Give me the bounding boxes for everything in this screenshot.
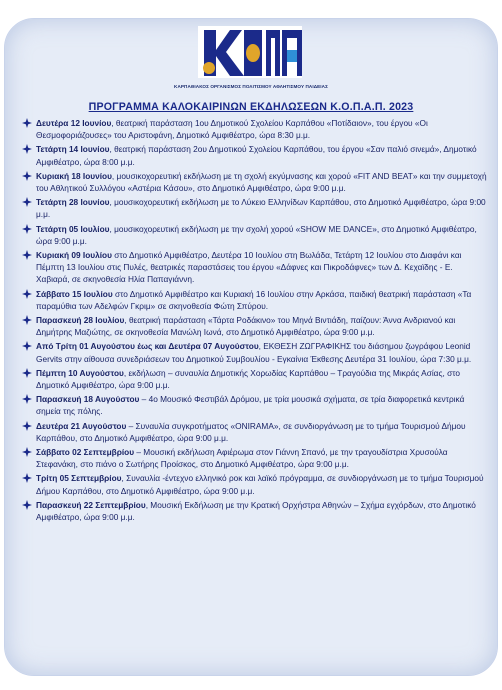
event-date: Πέμπτη 10 Αυγούστου — [36, 367, 124, 378]
diamond-bullet-icon — [22, 224, 32, 234]
event-description: , Συναυλία -έντεχνο ελληνικό ροκ και λαϊκό πρόγραμμα, σε συνδιοργάνωση με το τμήμα Τουρισμού Δήμου Καρπάθου, στο Δημοτικό Αμφιθέατρο, ώρα 9:00 μ.μ. — [36, 473, 484, 496]
event-date: Από Τρίτη 01 Αυγούστου έως και Δευτέρα 07 Αυγούστου — [36, 341, 259, 352]
event-description: , Μουσική Εκδήλωση με την Κρατική Ορχήστρα Αθηνών – Σχήμα εγχόρδων, στο Δημοτικό Αμφιθέατρο, ώρα 9:00 μ.μ. — [36, 499, 476, 523]
event-date: Τετάρτη 28 Ιουνίου — [36, 197, 110, 208]
diamond-bullet-icon — [22, 289, 32, 299]
event-item — [22, 472, 488, 496]
event-description: στο Δημοτικό Αμφιθέατρο και Κυριακή 16 Ιουλίου στην Αρκάσα, παιδική θεατρική παράσταση «Τα παραμύθια των Αδελφών Γκριμ» σε σκηνοθεσία Φώτη Σπύρου. — [36, 288, 472, 311]
diamond-bullet-icon — [22, 197, 32, 207]
event-date: Παρασκευή 18 Αυγούστου — [36, 394, 140, 405]
event-description: , θεατρική παράσταση 1ου Δημοτικού Σχολείου Καρπάθου «Ποτίδαιον», του έργου «Οι Θεσμοφοριάζουσες» του Αριστοφάνη, Δημοτικό Αμφιθέατρο, ώρα 8:30 μ.μ. — [36, 118, 428, 141]
event-item — [22, 196, 488, 220]
diamond-bullet-icon — [22, 341, 32, 351]
event-description: – Μουσική εκδήλωση Αφιέρωμα στον Γιάννη Σπανό, με την τραγουδίστρια Χρυσούλα Στεφανάκη, στο πιάνο ο Σωτήρης Προίσκος, στο Δημοτικό Αμφιθέατρο, ώρα 9:00 μ.μ. — [36, 447, 448, 470]
diamond-bullet-icon — [22, 368, 32, 378]
event-description: , θεατρική παράσταση «Τάρτα Ροδάκινο» του Μηνά Βιντιάδη, παίζουν: Άννα Ανδριανού και Δημήτρης Μαζιώτης, σε σκηνοθεσία Μανώλη Ιωνά, στο Δημοτικό Αμφιθέατρο, ώρα 9:00 μ.μ. — [36, 315, 456, 338]
event-item — [22, 446, 488, 470]
event-date: Σάββατο 15 Ιουλίου — [36, 288, 113, 299]
event-description: , εκδήλωση – συναυλία Δημοτικής Χορωδίας Καρπάθου – Τραγούδια της Μικράς Ασίας, στο Δημοτικό Αμφιθέατρο, ώρα 9:00 μ.μ. — [36, 367, 460, 391]
events-list — [22, 117, 488, 525]
diamond-bullet-icon — [22, 250, 32, 260]
event-date: Τετάρτη 14 Ιουνίου — [36, 144, 110, 155]
diamond-bullet-icon — [22, 421, 32, 431]
logo-caption: ΚΑΡΠΑΘΙΑΚΟΣ ΟΡΓΑΝΙΣΜΟΣ ΠΟΛΙΤΙΣΜΟΥ ΑΘΛΗΤΙΣΜΟΥ ΠΑΙΔΕΙΑΣ — [174, 84, 328, 89]
diamond-bullet-icon — [22, 144, 32, 154]
event-description: , μουσικοχορευτική εκδήλωση με το Λύκειο Ελληνίδων Καρπάθου, στο Δημοτικό Αμφιθέατρο, ώρα 9:00 μ.μ. — [36, 197, 486, 220]
event-item — [22, 420, 488, 444]
diamond-bullet-icon — [22, 315, 32, 325]
diamond-bullet-icon — [22, 473, 32, 483]
event-item — [22, 367, 488, 391]
event-date: Παρασκευή 22 Σεπτεμβρίου — [36, 499, 146, 510]
diamond-bullet-icon — [22, 500, 32, 510]
event-date: Κυριακή 09 Ιουλίου — [36, 250, 112, 261]
event-item — [22, 393, 488, 417]
event-description: , μουσικοχορευτική εκδήλωση με την σχολή χορού «SHOW ME DANCE», στο Δημοτικό Αμφιθέατρο, ώρα 9:00 μ.μ. — [36, 223, 477, 246]
event-date: Δευτέρα 21 Αυγούστου — [36, 420, 127, 431]
event-item — [22, 340, 488, 364]
event-item — [22, 314, 488, 338]
event-item — [22, 223, 488, 247]
event-date: Τετάρτη 05 Ιουλίου — [36, 223, 110, 234]
event-item — [22, 117, 488, 141]
diamond-bullet-icon — [22, 447, 32, 457]
event-item — [22, 288, 488, 312]
event-item — [22, 143, 488, 167]
diamond-bullet-icon — [22, 394, 32, 404]
diamond-bullet-icon — [22, 171, 32, 181]
event-description: – 4ο Μουσικό Φεστιβάλ Δρόμου, με τρία μουσικά σχήματα, σε τρία διαφορετικά κεντρικά σημεία της πόλης. — [36, 394, 465, 417]
event-description: , θεατρική παράσταση 2ου Δημοτικού Σχολείου Καρπάθου, του έργου «Σαν παλιό σινεμά», Δημοτικό Αμφιθέατρο, ώρα 8:00 μ.μ. — [36, 144, 477, 167]
event-item — [22, 249, 488, 286]
event-description: – Συναυλία συγκροτήματος «ONIRAMA», σε συνδιοργάνωση με το τμήμα Τουρισμού Δήμου Καρπάθου, στο Δημοτικό Αμφιθέατρο, ώρα 9:00 μ.μ. — [36, 420, 466, 443]
page-title: ΠΡΟΓΡΑΜΜΑ ΚΑΛΟΚΑΙΡΙΝΩΝ ΕΚΔΗΛΩΣΕΩΝ Κ.Ο.Π.Α.Π. 2023 — [88, 101, 414, 113]
event-item — [22, 170, 488, 194]
event-date: Δευτέρα 12 Ιουνίου — [36, 118, 112, 128]
event-date: Κυριακή 18 Ιουνίου — [36, 170, 112, 181]
event-description: στο Δημοτικό Αμφιθέατρο, Δευτέρα 10 Ιουλίου στη Βωλάδα, Τετάρτη 12 Ιουλίου στο Διαφάνι και Πέμπτη 13 Ιουλίου στις Πυλές, θεατρικές παραστάσεις του έργου «Δάφνες και Πικροδάφνες» των Δ. Κεχαϊδης - Ε. Χαβιαρά, σε σκηνοθεσία Ηλία Παπαγιάννη. — [36, 250, 462, 285]
event-date: Τρίτη 05 Σεπτεμβρίου — [36, 473, 122, 484]
event-description: , ΕΚΘΕΣΗ ΖΩΓΡΑΦΙΚΗΣ του διάσημου ζωγράφου Leonid Gervits στην αίθουσα συνεδριάσεων του Δημοτικού Συμβουλίου - Εγκαίνια Έκθεσης Δευτέρα 31 Ιουλίου, ώρα 7:30 μ.μ. — [36, 341, 472, 364]
event-item — [22, 499, 488, 523]
kopap-logo — [196, 20, 304, 84]
diamond-bullet-icon — [22, 118, 32, 128]
event-date: Σάββατο 02 Σεπτεμβρίου — [36, 447, 135, 458]
event-description: , μουσικοχορευτική εκδήλωση με τη σχολή εκγύμνασης και χορού «FIT AND BEAT» και την συμμετοχή του Αθλητικού Συλλόγου «Αστέρια Κάσου», στο Δημοτικό Αμφιθέατρο, ώρα 9:00 μ.μ. — [36, 170, 487, 194]
event-date: Παρασκευή 28 Ιουλίου — [36, 315, 125, 326]
